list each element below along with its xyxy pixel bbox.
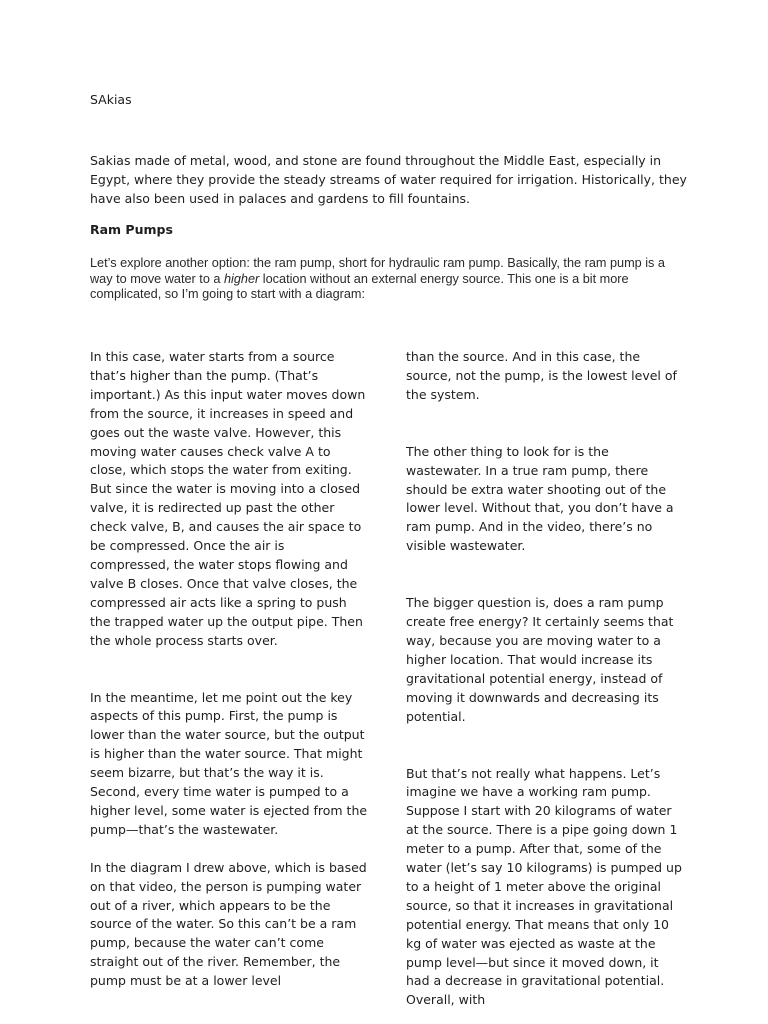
document-title: SAkias xyxy=(90,92,132,107)
lead-text-before: Let’s explore another option: the ram pump, short for hydraulic ram pump. Basically, the ram pump is a way to move water to a xyxy=(90,256,665,286)
paragraph: In the meantime, let me point out the key aspects of this pump. First, the pump is lower than the water source, but the output is higher than the water source. That might seem bizarre, but that’s the way it is. Second, every time water is pumped to a higher level, some water is ejected from the pump—that’s the wastewater. xyxy=(90,689,368,837)
paragraph: But that’s not really what happens. Let’s imagine we have a working ram pump. Suppose I start with 20 kilograms of water at the source. There is a pipe going down 1 meter to a pump. After that, some of the water (let’s say 10 kilograms) is pumped up to a height of 1 meter above the original source, so that it increases in gravitational potential energy. That means that only 10 kg of water was ejected as waste at the pump level—but since it moved down, it had a decrease in gravitational potential. Overall, with xyxy=(406,765,682,1008)
paragraph: The other thing to look for is the wastewater. In a true ram pump, there should be extra water shooting out of the lower level. Without that, you don’t have a ram pump. And in the video, there’s no visible wastewater. xyxy=(406,443,674,554)
right-column xyxy=(406,348,686,1010)
paragraph: The bigger question is, does a ram pump create free energy? It certainly seems that way, because you are moving water to a higher location. That would increase its gravitational potential energy, instead of moving it downwards and decreasing its potential. xyxy=(406,595,674,724)
lead-paragraph xyxy=(90,256,680,303)
section-heading: Ram Pumps xyxy=(90,222,173,237)
lead-emphasis: higher xyxy=(223,271,260,286)
lead-text-after: location without an external energy source. This one is a bit more complicated, so I’m going to start with a diagram: xyxy=(90,271,629,301)
paragraph: In the diagram I drew above, which is based on that video, the person is pumping water out of a river, which appears to be the source of the water. So this can’t be a ram pump, because the water can’t come straight out of the river. Remember, the pump must be at a lower level xyxy=(90,859,367,989)
left-column xyxy=(90,348,368,991)
paragraph: than the source. And in this case, the source, not the pump, is the lowest level of the system. xyxy=(406,349,677,402)
intro-paragraph: Sakias made of metal, wood, and stone are found throughout the Middle East, especially in Egypt, where they provide the steady streams of water required for irrigation. Historically, they have also been used in palaces and gardens to fill fountains. xyxy=(90,153,687,206)
paragraph: In this case, water starts from a source that’s higher than the pump. (That’s important.) As this input water moves down from the source, it increases in speed and goes out the waste valve. However, this moving water causes check valve A to close, which stops the water from exiting. But since the water is moving into a closed valve, it is redirected up past the other check valve, B, and causes the air space to be compressed. Once the air is compressed, the water stops flowing and valve B closes. Once that valve closes, the compressed air acts like a spring to push the trapped water up the output pipe. Then the whole process starts over. xyxy=(90,349,366,648)
